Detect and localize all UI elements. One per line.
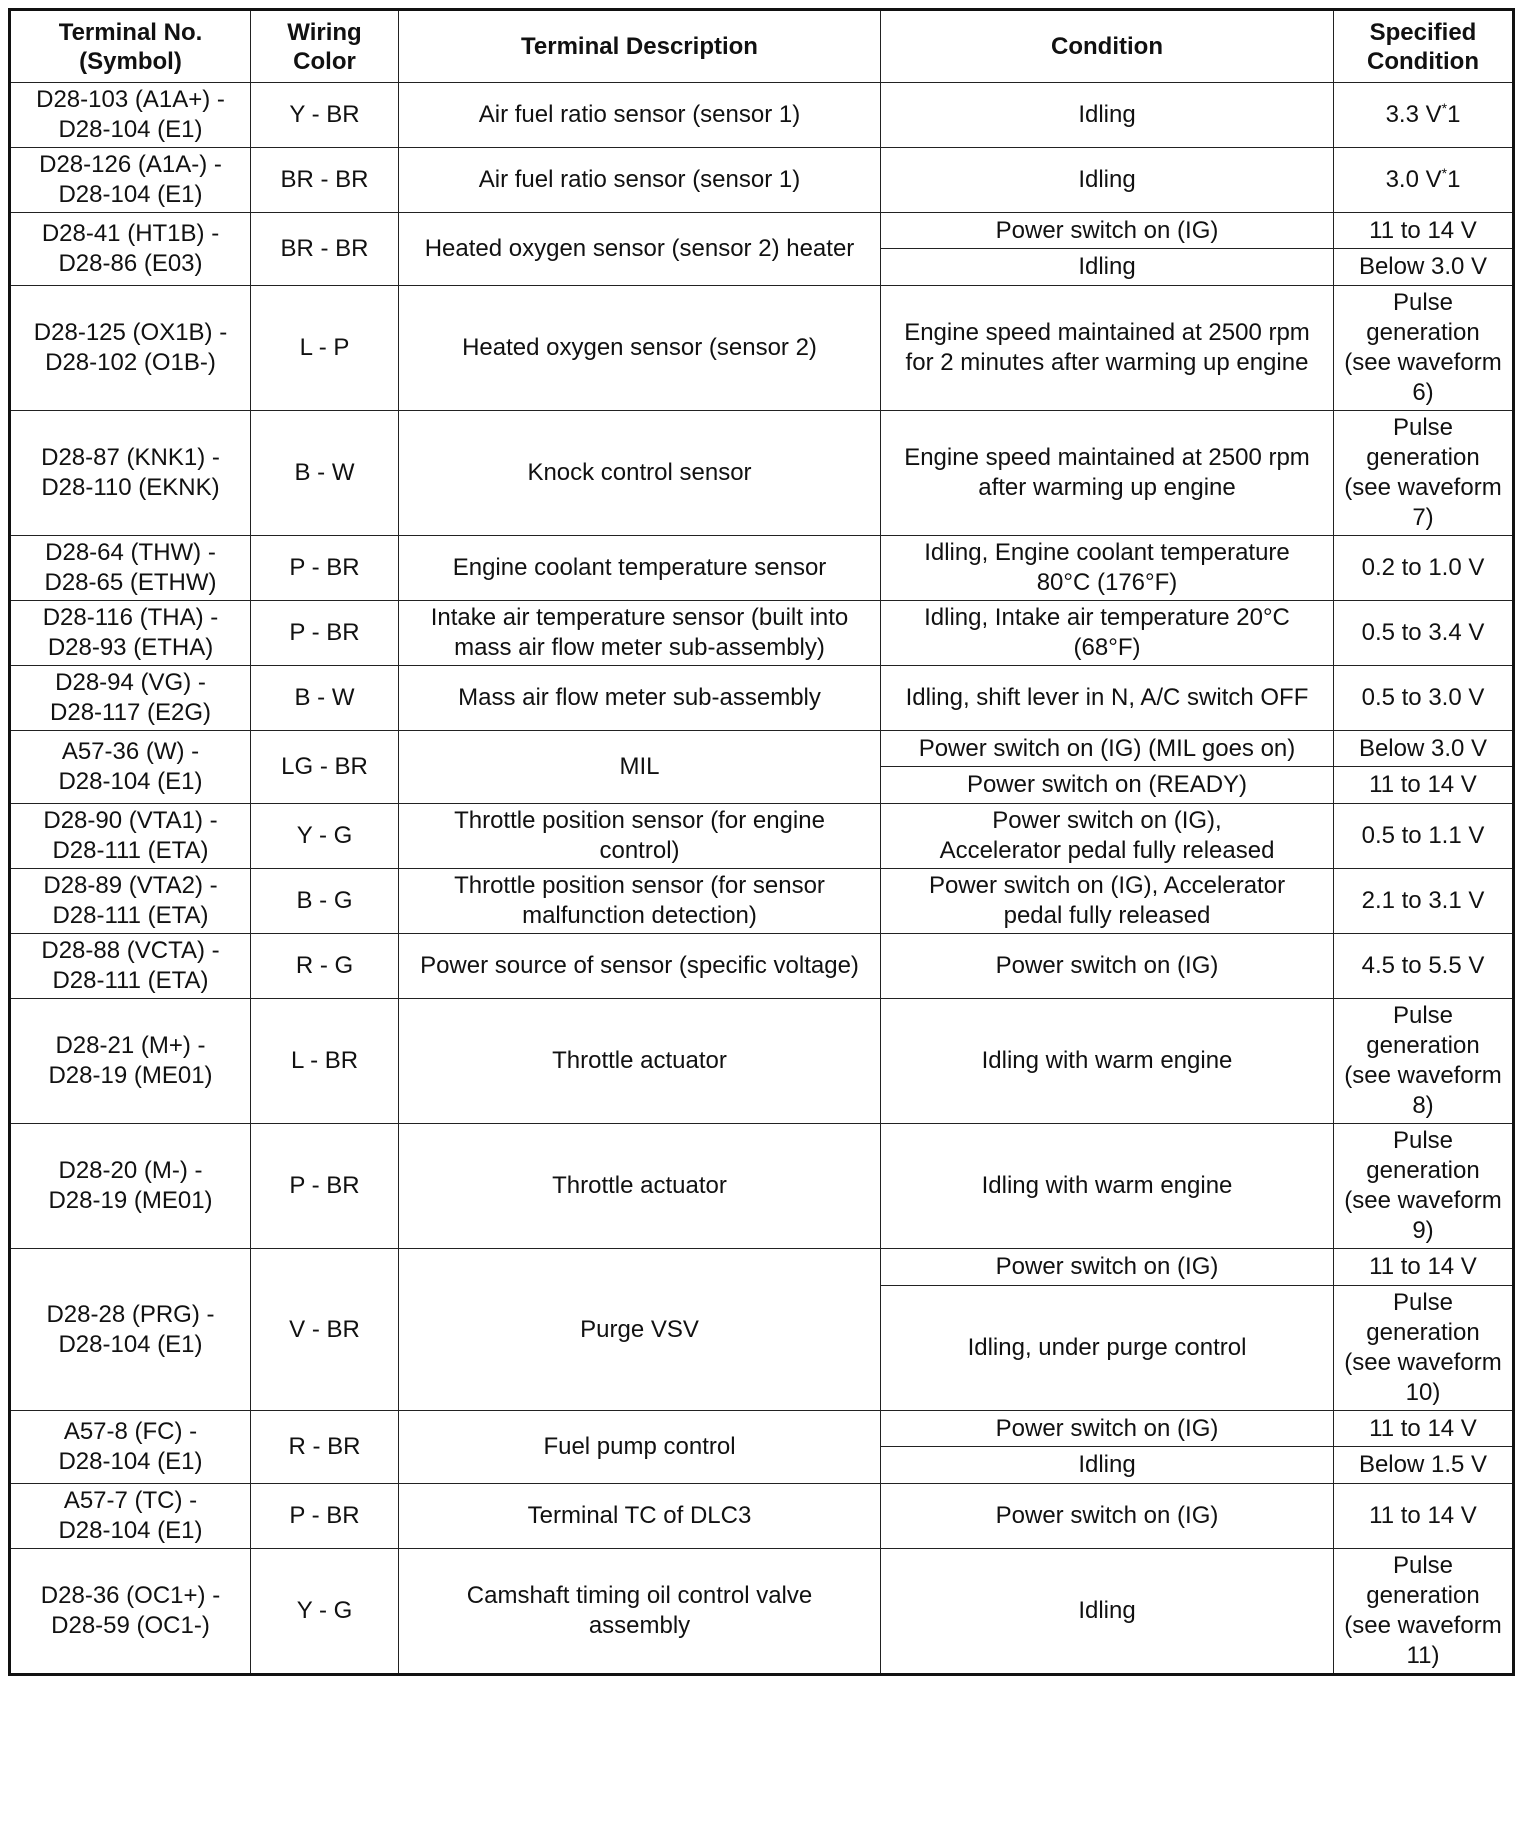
description-line: Camshaft timing oil control valve bbox=[466, 1582, 813, 1609]
table-row bbox=[10, 286, 1514, 411]
description-line: Air fuel ratio sensor (sensor 1) bbox=[478, 166, 801, 193]
terminal-cell bbox=[10, 1484, 251, 1549]
spec-line: 4.5 to 5.5 V bbox=[1361, 952, 1485, 979]
wiring-color-cell: B - W bbox=[251, 666, 399, 731]
terminal-line: D28-104 (E1) bbox=[58, 768, 203, 795]
spec-line: Pulse bbox=[1392, 289, 1454, 316]
terminal-line: D28-125 (OX1B) - bbox=[33, 319, 228, 346]
terminal-description-cell bbox=[399, 1484, 881, 1549]
terminal-line: D28-19 (ME01) bbox=[48, 1187, 213, 1214]
specified-condition-cell bbox=[1334, 1124, 1514, 1249]
spec-line: (see waveform bbox=[1344, 349, 1502, 376]
condition-cell bbox=[881, 601, 1334, 666]
spec-note-number: 1 bbox=[1447, 101, 1461, 128]
header-terminal-description: Terminal Description bbox=[399, 10, 881, 83]
terminal-line: D28-111 (ETA) bbox=[52, 902, 209, 929]
specified-condition-cell bbox=[1334, 601, 1514, 666]
terminal-cell bbox=[10, 601, 251, 666]
table-row bbox=[10, 601, 1514, 666]
header-specified-condition bbox=[1334, 10, 1514, 83]
specified-condition-cell bbox=[1334, 411, 1514, 536]
wiring-color-cell: LG - BR bbox=[251, 731, 399, 804]
condition-line: Power switch on (IG), bbox=[992, 807, 1222, 834]
terminal-line: D28-104 (E1) bbox=[58, 1448, 203, 1475]
spec-line: generation bbox=[1366, 1157, 1480, 1184]
table-row bbox=[10, 1124, 1514, 1249]
specified-condition-cell bbox=[1334, 536, 1514, 601]
terminal-description-cell bbox=[399, 666, 881, 731]
table-row bbox=[10, 999, 1514, 1124]
terminal-cell bbox=[10, 1249, 251, 1411]
specified-condition-cell bbox=[1334, 249, 1514, 286]
condition-cell bbox=[881, 148, 1334, 213]
spec-line: generation bbox=[1366, 1582, 1480, 1609]
specified-condition-cell bbox=[1334, 1411, 1514, 1447]
spec-line: Pulse bbox=[1392, 1289, 1454, 1316]
terminal-cell bbox=[10, 1411, 251, 1484]
table-row bbox=[10, 804, 1514, 869]
specified-condition-cell bbox=[1334, 1249, 1514, 1286]
terminal-line: D28-110 (EKNK) bbox=[41, 474, 220, 501]
wiring-color-cell: B - G bbox=[251, 869, 399, 934]
terminal-line: D28-86 (E03) bbox=[58, 250, 203, 277]
terminal-line: D28-104 (E1) bbox=[58, 116, 203, 143]
spec-note-marker: * bbox=[1441, 100, 1448, 116]
terminal-description-cell bbox=[399, 1411, 881, 1484]
description-line: Throttle actuator bbox=[552, 1172, 727, 1199]
specified-condition-cell bbox=[1334, 1549, 1514, 1675]
wiring-color-cell: L - P bbox=[251, 286, 399, 411]
terminal-description-cell bbox=[399, 536, 881, 601]
specified-condition-cell bbox=[1334, 999, 1514, 1124]
description-line: Purge VSV bbox=[580, 1315, 699, 1343]
condition-cell bbox=[881, 767, 1334, 804]
condition-line: Power switch on (IG) (MIL goes on) bbox=[918, 734, 1296, 762]
specified-condition-cell bbox=[1334, 934, 1514, 999]
description-line: Power source of sensor (specific voltage) bbox=[420, 952, 859, 979]
terminal-line: D28-116 (THA) - bbox=[42, 604, 219, 631]
condition-line: Idling bbox=[1078, 253, 1136, 280]
specified-condition-cell bbox=[1334, 731, 1514, 767]
header-terminal-line: (Symbol) bbox=[79, 47, 182, 75]
condition-line: Power switch on (READY) bbox=[966, 771, 1248, 798]
condition-line: Power switch on (IG) bbox=[995, 1414, 1219, 1442]
header-wiring-line: Wiring bbox=[287, 18, 362, 46]
condition-cell bbox=[881, 213, 1334, 249]
table-row bbox=[10, 934, 1514, 999]
spec-line: Pulse bbox=[1392, 414, 1454, 441]
table-row bbox=[10, 1549, 1514, 1675]
terminal-cell bbox=[10, 869, 251, 934]
spec-line: generation bbox=[1366, 444, 1480, 471]
spec-line: 8) bbox=[1412, 1092, 1434, 1119]
condition-line: after warming up engine bbox=[978, 474, 1236, 501]
condition-cell bbox=[881, 1484, 1334, 1549]
header-wiring-color bbox=[251, 10, 399, 83]
description-line: assembly bbox=[588, 1612, 691, 1639]
terminal-cell bbox=[10, 934, 251, 999]
condition-cell bbox=[881, 1286, 1334, 1411]
wiring-color-cell: L - BR bbox=[251, 999, 399, 1124]
condition-cell bbox=[881, 249, 1334, 286]
spec-line: 6) bbox=[1412, 379, 1434, 406]
terminal-description-cell bbox=[399, 601, 881, 666]
terminal-inspection-table bbox=[8, 8, 1515, 1676]
condition-cell bbox=[881, 869, 1334, 934]
specified-condition-cell bbox=[1334, 666, 1514, 731]
terminal-line: D28-20 (M-) - bbox=[58, 1157, 203, 1184]
table-row bbox=[10, 869, 1514, 934]
spec-value: 3.3 V bbox=[1385, 101, 1442, 128]
condition-line: Idling bbox=[1078, 101, 1136, 128]
wiring-color-cell: R - G bbox=[251, 934, 399, 999]
terminal-cell bbox=[10, 536, 251, 601]
spec-line: Below 3.0 V bbox=[1358, 253, 1488, 280]
terminal-line: D28-117 (E2G) bbox=[50, 699, 211, 726]
spec-line: (see waveform bbox=[1344, 1612, 1502, 1639]
terminal-line: D28-111 (ETA) bbox=[52, 967, 209, 994]
spec-line: (see waveform bbox=[1344, 1349, 1502, 1376]
condition-line: Idling, shift lever in N, A/C switch OFF bbox=[905, 684, 1309, 711]
header-terminal-line: Terminal No. bbox=[58, 18, 203, 46]
spec-line: 0.2 to 1.0 V bbox=[1361, 554, 1485, 581]
terminal-description-cell bbox=[399, 1549, 881, 1675]
spec-line: (see waveform bbox=[1344, 474, 1502, 501]
spec-line: (see waveform bbox=[1344, 1062, 1502, 1089]
condition-cell bbox=[881, 83, 1334, 148]
terminal-cell bbox=[10, 213, 251, 286]
header-wiring-line: Color bbox=[293, 47, 356, 75]
terminal-cell bbox=[10, 804, 251, 869]
condition-cell bbox=[881, 536, 1334, 601]
terminal-line: D28-87 (KNK1) - bbox=[41, 444, 220, 471]
spec-line: 0.5 to 3.4 V bbox=[1361, 619, 1485, 646]
description-line: Mass air flow meter sub-assembly bbox=[458, 684, 821, 711]
condition-line: Idling bbox=[1078, 1451, 1136, 1478]
description-line: Fuel pump control bbox=[543, 1433, 736, 1460]
terminal-cell bbox=[10, 148, 251, 213]
condition-cell bbox=[881, 1411, 1334, 1447]
terminal-description-cell bbox=[399, 934, 881, 999]
header-terminal bbox=[10, 10, 251, 83]
terminal-cell bbox=[10, 999, 251, 1124]
wiring-color-cell: P - BR bbox=[251, 536, 399, 601]
spec-note-number: 1 bbox=[1447, 166, 1461, 193]
description-line: Throttle position sensor (for engine bbox=[454, 807, 825, 834]
terminal-description-cell bbox=[399, 1249, 881, 1411]
table-row bbox=[10, 536, 1514, 601]
spec-line: 11 to 14 V bbox=[1369, 771, 1477, 798]
wiring-color-cell: BR - BR bbox=[251, 148, 399, 213]
specified-condition-cell bbox=[1334, 1286, 1514, 1411]
terminal-description-cell bbox=[399, 731, 881, 804]
terminal-cell bbox=[10, 83, 251, 148]
wiring-color-cell: Y - BR bbox=[251, 83, 399, 148]
header-row bbox=[10, 10, 1514, 83]
terminal-line: A57-36 (W) - bbox=[61, 738, 200, 765]
terminal-cell bbox=[10, 666, 251, 731]
terminal-line: D28-65 (ETHW) bbox=[44, 569, 217, 596]
condition-line: Power switch on (IG) bbox=[995, 1253, 1219, 1280]
terminal-description-cell bbox=[399, 869, 881, 934]
terminal-line: D28-94 (VG) - bbox=[55, 669, 206, 696]
condition-line: Idling, Intake air temperature 20°C bbox=[924, 604, 1290, 631]
condition-line: Accelerator pedal fully released bbox=[939, 837, 1275, 864]
description-line: Air fuel ratio sensor (sensor 1) bbox=[478, 101, 801, 128]
spec-line: (see waveform bbox=[1344, 1187, 1502, 1214]
terminal-line: D28-103 (A1A+) - bbox=[36, 86, 225, 113]
description-line: Terminal TC of DLC3 bbox=[527, 1502, 752, 1529]
specified-condition-cell bbox=[1334, 213, 1514, 249]
specified-condition-cell bbox=[1334, 767, 1514, 804]
terminal-line: D28-59 (OC1-) bbox=[51, 1612, 210, 1639]
condition-line: pedal fully released bbox=[1003, 902, 1211, 929]
spec-line: Below 1.5 V bbox=[1358, 1451, 1488, 1478]
condition-line: Power switch on (IG) bbox=[995, 1502, 1219, 1529]
terminal-description-cell bbox=[399, 999, 881, 1124]
condition-line: Power switch on (IG) bbox=[995, 216, 1219, 244]
description-line: Heated oxygen sensor (sensor 2) bbox=[462, 334, 817, 361]
terminal-line: D28-41 (HT1B) - bbox=[41, 220, 220, 247]
description-line: malfunction detection) bbox=[522, 902, 757, 929]
spec-line: 11) bbox=[1406, 1642, 1440, 1669]
condition-line: Idling bbox=[1078, 1597, 1136, 1624]
wiring-color-cell: P - BR bbox=[251, 1484, 399, 1549]
table-row bbox=[10, 1411, 1514, 1447]
terminal-cell bbox=[10, 731, 251, 804]
table-row bbox=[10, 666, 1514, 731]
spec-line: generation bbox=[1366, 1032, 1480, 1059]
terminal-line: D28-64 (THW) - bbox=[45, 539, 216, 566]
header-spec-line: Specified bbox=[1369, 18, 1477, 46]
condition-cell bbox=[881, 731, 1334, 767]
table-row bbox=[10, 83, 1514, 148]
terminal-line: D28-126 (A1A-) - bbox=[39, 151, 222, 178]
wiring-color-cell: BR - BR bbox=[251, 213, 399, 286]
table-header bbox=[10, 10, 1514, 83]
terminal-line: D28-93 (ETHA) bbox=[47, 634, 214, 661]
table-row bbox=[10, 731, 1514, 767]
description-line: Knock control sensor bbox=[527, 459, 752, 486]
spec-note-marker: * bbox=[1441, 165, 1448, 181]
specified-condition-cell bbox=[1334, 1484, 1514, 1549]
terminal-description-cell bbox=[399, 83, 881, 148]
terminal-description-cell bbox=[399, 804, 881, 869]
terminal-line: D28-36 (OC1+) - bbox=[40, 1582, 221, 1609]
spec-line: 10) bbox=[1405, 1379, 1441, 1406]
terminal-line: D28-19 (ME01) bbox=[48, 1062, 213, 1089]
terminal-line: D28-111 (ETA) bbox=[52, 837, 209, 864]
condition-line: Idling with warm engine bbox=[981, 1172, 1233, 1199]
condition-cell bbox=[881, 999, 1334, 1124]
terminal-cell bbox=[10, 1124, 251, 1249]
condition-cell bbox=[881, 1447, 1334, 1484]
spec-line: Pulse bbox=[1392, 1002, 1454, 1029]
description-line: Heated oxygen sensor (sensor 2) heater bbox=[424, 235, 855, 262]
spec-line: 2.1 to 3.1 V bbox=[1361, 887, 1485, 914]
spec-line: Pulse bbox=[1392, 1127, 1454, 1154]
condition-cell bbox=[881, 286, 1334, 411]
condition-line: Idling, under purge control bbox=[967, 1334, 1247, 1361]
condition-line: Engine speed maintained at 2500 rpm bbox=[904, 444, 1310, 471]
specified-condition-cell bbox=[1334, 1447, 1514, 1484]
specified-condition-cell bbox=[1334, 83, 1514, 148]
spec-line: 0.5 to 3.0 V bbox=[1361, 684, 1485, 711]
spec-line: 11 to 14 V bbox=[1369, 1253, 1477, 1280]
header-spec-line: Condition bbox=[1367, 47, 1479, 75]
condition-line: Power switch on (IG), Accelerator bbox=[928, 872, 1286, 899]
terminal-cell bbox=[10, 1549, 251, 1675]
spec-line: generation bbox=[1366, 319, 1480, 346]
condition-cell bbox=[881, 411, 1334, 536]
description-line: Engine coolant temperature sensor bbox=[452, 554, 827, 581]
table-row bbox=[10, 1484, 1514, 1549]
condition-cell bbox=[881, 1549, 1334, 1675]
wiring-color-cell: V - BR bbox=[251, 1249, 399, 1411]
terminal-line: D28-28 (PRG) - bbox=[46, 1300, 215, 1328]
spec-line: Below 3.0 V bbox=[1358, 734, 1488, 762]
terminal-cell bbox=[10, 286, 251, 411]
wiring-color-cell: B - W bbox=[251, 411, 399, 536]
table-row bbox=[10, 213, 1514, 249]
terminal-line: D28-104 (E1) bbox=[58, 1330, 203, 1358]
terminal-line: D28-89 (VTA2) - bbox=[43, 872, 218, 899]
table-body bbox=[10, 83, 1514, 1675]
condition-line: Idling with warm engine bbox=[981, 1047, 1233, 1074]
specified-condition-cell bbox=[1334, 286, 1514, 411]
spec-line: Pulse bbox=[1392, 1552, 1454, 1579]
condition-line: Engine speed maintained at 2500 rpm bbox=[904, 319, 1310, 346]
condition-cell bbox=[881, 804, 1334, 869]
description-line: mass air flow meter sub-assembly) bbox=[454, 634, 825, 661]
description-line: Throttle position sensor (for sensor bbox=[454, 872, 825, 899]
table-row bbox=[10, 148, 1514, 213]
terminal-line: D28-104 (E1) bbox=[58, 1517, 203, 1544]
spec-value: 3.0 V bbox=[1385, 166, 1442, 193]
terminal-line: A57-8 (FC) - bbox=[63, 1418, 198, 1445]
spec-line: generation bbox=[1366, 1319, 1480, 1346]
wiring-color-cell: Y - G bbox=[251, 1549, 399, 1675]
terminal-cell bbox=[10, 411, 251, 536]
terminal-description-cell bbox=[399, 286, 881, 411]
spec-line: 7) bbox=[1412, 504, 1434, 531]
spec-line: 9) bbox=[1412, 1217, 1434, 1244]
condition-line: for 2 minutes after warming up engine bbox=[905, 349, 1309, 376]
wiring-color-cell: P - BR bbox=[251, 1124, 399, 1249]
condition-line: Power switch on (IG) bbox=[995, 952, 1219, 979]
terminal-line: D28-21 (M+) - bbox=[55, 1032, 206, 1059]
header-condition: Condition bbox=[881, 10, 1334, 83]
condition-line: 80°C (176°F) bbox=[1036, 569, 1178, 596]
wiring-color-cell: R - BR bbox=[251, 1411, 399, 1484]
condition-cell bbox=[881, 1249, 1334, 1286]
terminal-line: A57-7 (TC) - bbox=[63, 1487, 198, 1514]
terminal-description-cell bbox=[399, 411, 881, 536]
spec-line: 11 to 14 V bbox=[1369, 1414, 1477, 1442]
specified-condition-cell bbox=[1334, 148, 1514, 213]
condition-line: (68°F) bbox=[1073, 634, 1141, 661]
condition-line: Idling bbox=[1078, 166, 1136, 193]
specified-condition-cell bbox=[1334, 804, 1514, 869]
wiring-color-cell: P - BR bbox=[251, 601, 399, 666]
condition-cell bbox=[881, 1124, 1334, 1249]
terminal-line: D28-104 (E1) bbox=[58, 181, 203, 208]
condition-cell bbox=[881, 666, 1334, 731]
terminal-description-cell bbox=[399, 148, 881, 213]
terminal-line: D28-102 (O1B-) bbox=[45, 349, 216, 376]
spec-line: 11 to 14 V bbox=[1369, 1502, 1477, 1529]
terminal-description-cell bbox=[399, 1124, 881, 1249]
condition-line: Idling, Engine coolant temperature bbox=[924, 539, 1290, 566]
description-line: MIL bbox=[619, 753, 660, 780]
table-row bbox=[10, 1249, 1514, 1286]
terminal-line: D28-88 (VCTA) - bbox=[41, 937, 220, 964]
description-line: Throttle actuator bbox=[552, 1047, 727, 1074]
terminal-line: D28-90 (VTA1) - bbox=[43, 807, 218, 834]
spec-line: 0.5 to 1.1 V bbox=[1361, 822, 1485, 849]
wiring-color-cell: Y - G bbox=[251, 804, 399, 869]
specified-condition-cell bbox=[1334, 869, 1514, 934]
table-row bbox=[10, 411, 1514, 536]
description-line: Intake air temperature sensor (built into bbox=[430, 604, 849, 631]
spec-line: 11 to 14 V bbox=[1369, 216, 1477, 244]
condition-cell bbox=[881, 934, 1334, 999]
terminal-description-cell bbox=[399, 213, 881, 286]
description-line: control) bbox=[599, 837, 680, 864]
